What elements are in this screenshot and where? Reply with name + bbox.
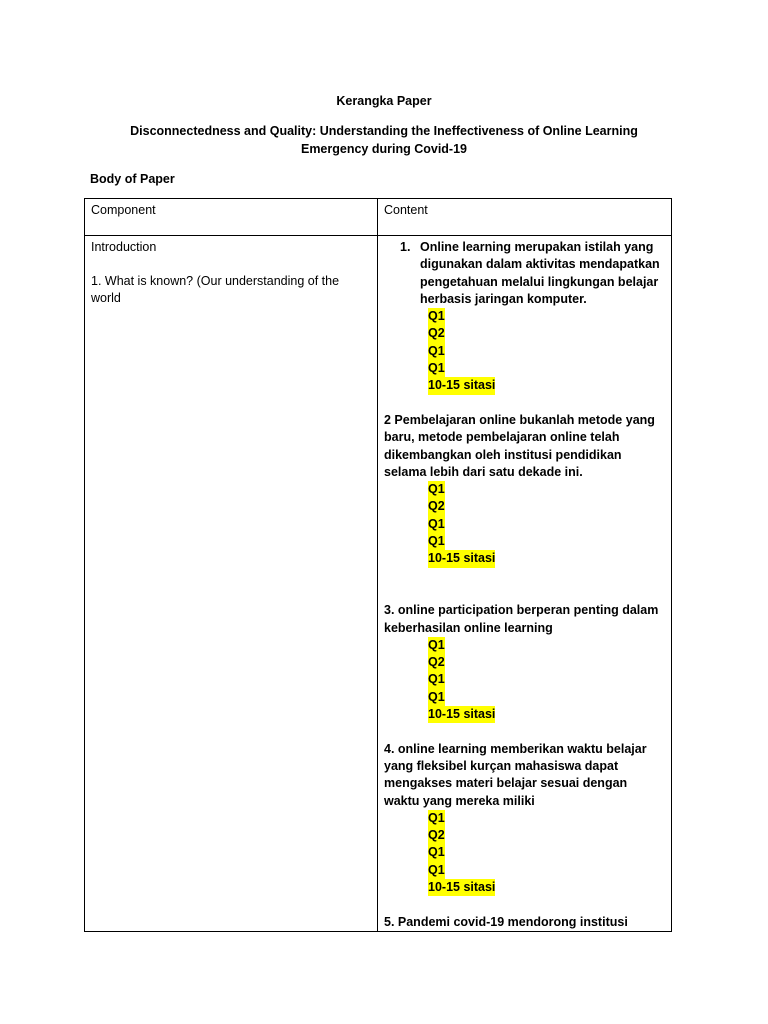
citation-count: 10-15 sitasi — [428, 377, 495, 394]
header-content-label: Content — [384, 203, 428, 217]
reference-tag: Q1 — [428, 360, 445, 377]
table-row — [85, 236, 672, 932]
item-text: 5. Pandemi covid-19 mendorong institusi — [384, 914, 628, 929]
header-component-label: Component — [91, 203, 156, 217]
item-text: 2 Pembelajaran online bukanlah metode yang baru, metode pembelajaran online telah dikembangkan oleh institusi pendidikan selama lebih dari satu dekade ini. — [384, 412, 655, 479]
reference-tag: Q1 — [428, 308, 445, 325]
citation-count: 10-15 sitasi — [428, 879, 495, 896]
reference-list — [378, 308, 671, 394]
reference-tag: Q1 — [428, 343, 445, 360]
item-text: 4. online learning memberikan waktu belajar yang fleksibel kurçan mahasiswa dapat mengakses materi belajar sesuai dengan waktu yang mereka miliki — [384, 741, 647, 808]
reference-tag: Q1 — [428, 844, 445, 861]
item-number: 1. — [400, 240, 411, 254]
citation-count: 10-15 sitasi — [428, 550, 495, 567]
reference-list — [378, 481, 671, 567]
list-item — [378, 741, 671, 810]
reference-tag: Q1 — [428, 689, 445, 706]
paper-title: Disconnectedness and Quality: Understanding the Ineffectiveness of Online Learning Emergency during Covid-19 — [130, 124, 638, 156]
document-title: Kerangka Paper — [336, 94, 432, 108]
reference-tag: Q1 — [428, 810, 445, 827]
header-component — [85, 199, 378, 236]
content-cell — [378, 236, 672, 932]
component-cell — [85, 236, 378, 932]
reference-tag: Q1 — [428, 671, 445, 688]
table-header-row — [85, 199, 672, 236]
reference-tag: Q1 — [428, 862, 445, 879]
reference-list — [378, 637, 671, 723]
reference-tag: Q1 — [428, 533, 445, 550]
component-label: Introduction — [91, 240, 157, 254]
reference-tag: Q2 — [428, 827, 445, 844]
list-item — [378, 602, 671, 637]
header-content — [378, 199, 672, 236]
item-text: Online learning merupakan istilah yang digunakan dalam aktivitas mendapatkan pengetahuan melalui lingkungan belajar herbasis jaringan komputer. — [420, 240, 660, 306]
component-question: 1. What is known? (Our understanding of the world — [91, 274, 340, 305]
reference-tag: Q1 — [428, 516, 445, 533]
reference-tag: Q2 — [428, 654, 445, 671]
citation-count: 10-15 sitasi — [428, 706, 495, 723]
paper-outline-table — [84, 198, 672, 932]
item-text: 3. online participation berperan penting dalam keberhasilan online learning — [384, 603, 659, 635]
reference-tag: Q2 — [428, 498, 445, 515]
list-item — [378, 239, 671, 308]
list-item — [378, 412, 671, 481]
reference-tag: Q1 — [428, 481, 445, 498]
reference-tag: Q1 — [428, 637, 445, 654]
section-heading: Body of Paper — [90, 172, 175, 186]
list-item — [378, 914, 671, 931]
reference-tag: Q2 — [428, 325, 445, 342]
reference-list — [378, 810, 671, 896]
